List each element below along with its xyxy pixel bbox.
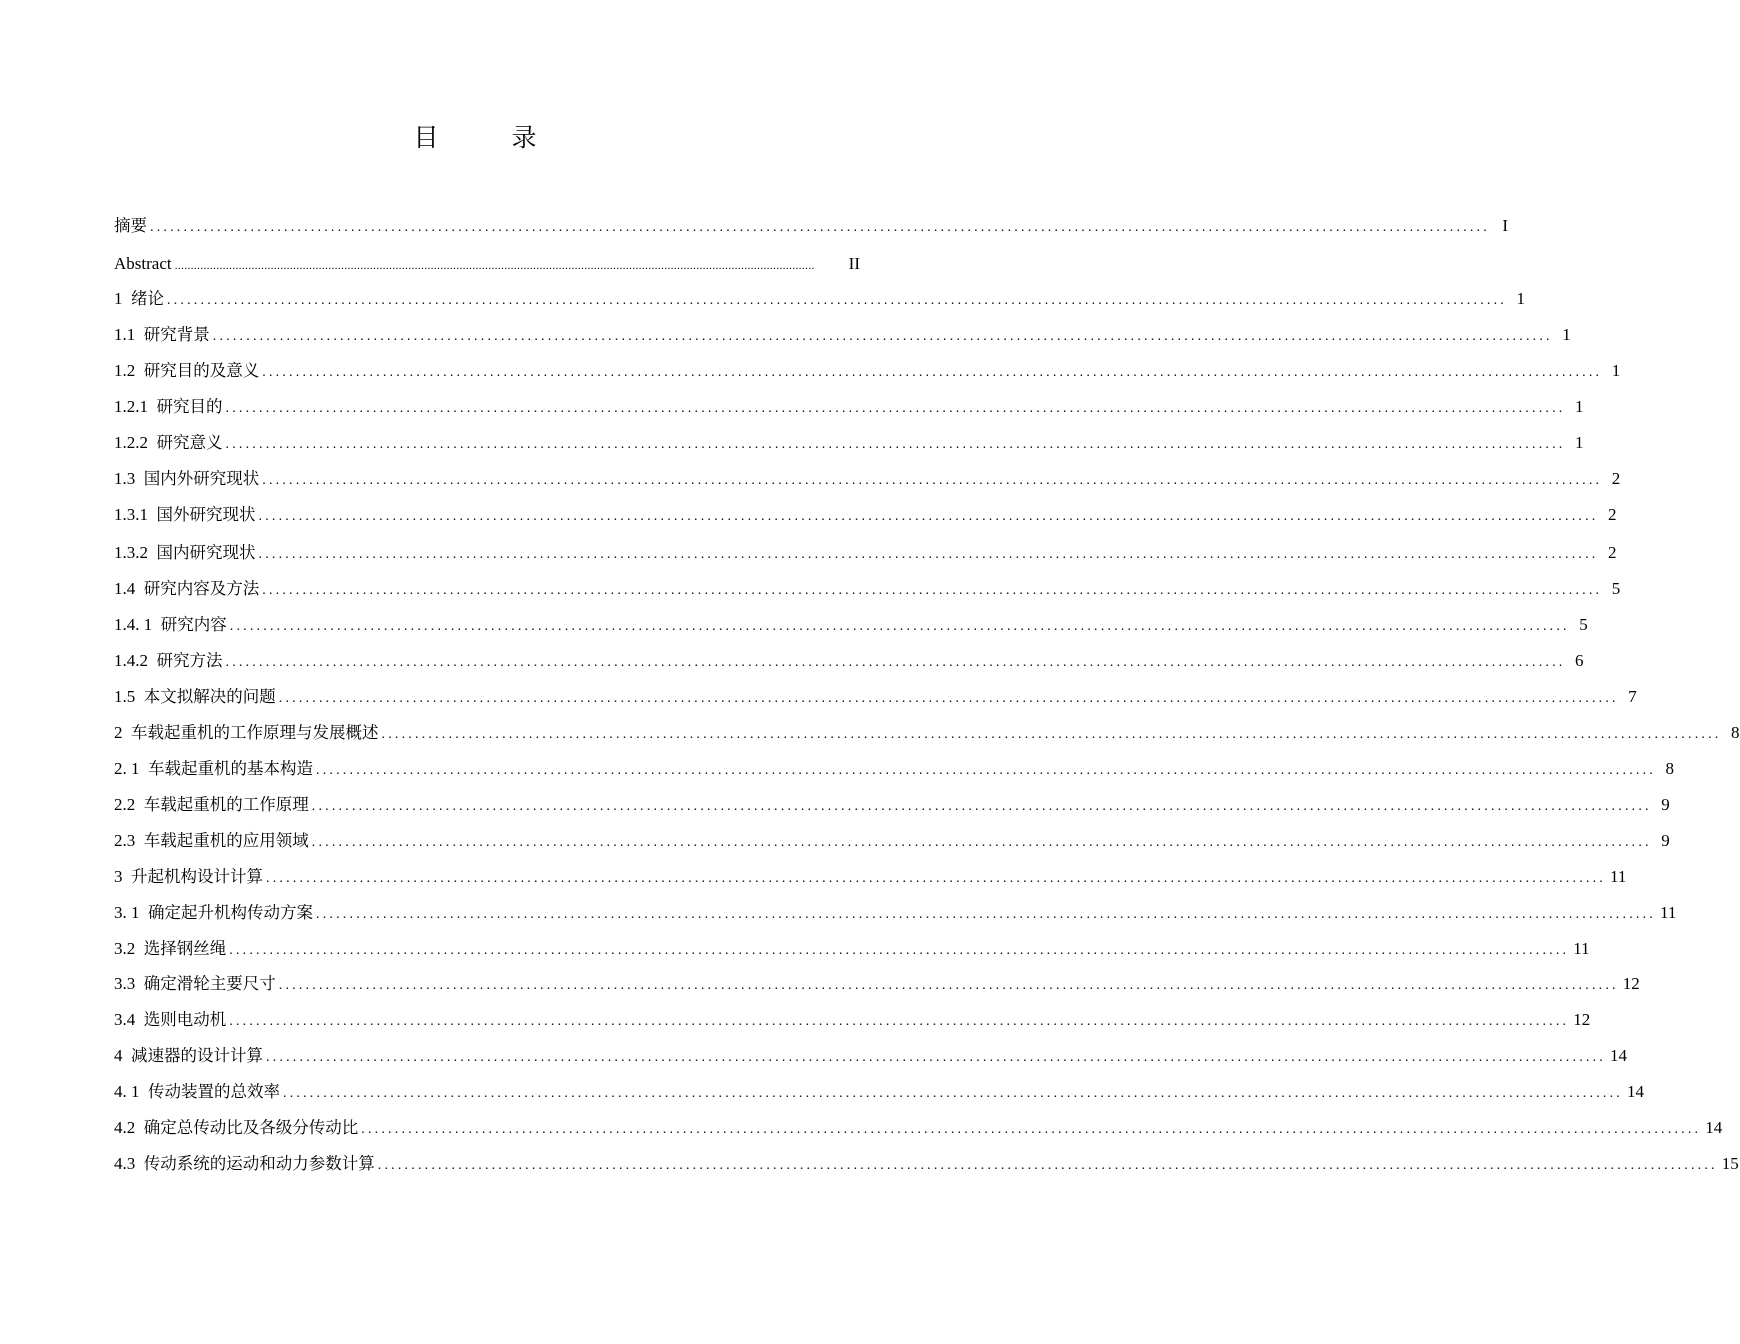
toc-entry-title: 传动装置的总效率 [148, 1082, 280, 1101]
toc-entry-number: 3. 1 [114, 903, 140, 922]
toc-entry-number: 1.2.2 [114, 433, 148, 452]
toc-entry-title: 研究内容及方法 [143, 579, 260, 598]
toc-page-number: 14 [1705, 1118, 1723, 1137]
toc-page-number: 1 [1516, 289, 1525, 308]
toc-entry-label [114, 321, 210, 349]
toc-leader-dots: ........................................................................................................................................................................................................ [212, 329, 1553, 344]
toc-entry[interactable] [114, 321, 1571, 349]
toc-entry-label [114, 429, 223, 457]
toc-entry[interactable] [114, 970, 1640, 998]
toc-entry[interactable] [114, 683, 1637, 711]
toc-entry-title: 升起机构设计计算 [131, 867, 263, 886]
toc-leader-dots: ........................................................................................................................................................................................................ [262, 583, 1603, 598]
toc-entry-label [114, 1150, 375, 1178]
toc-page-number: 1 [1611, 361, 1621, 380]
toc-entry-label [114, 465, 259, 493]
toc-entry[interactable] [114, 212, 1508, 240]
toc-entry-title: 车载起重机的工作原理与发展概述 [131, 723, 379, 742]
toc-leader-dots: ........................................................................................................................................................................................................ [316, 763, 1656, 778]
toc-leader-dots: ........................................................................................................................................................................................................ [266, 871, 1606, 886]
toc-entry-title: 确定滑轮主要尺寸 [143, 974, 276, 993]
toc-entry-number: 3.2 [114, 939, 136, 958]
toc-entry[interactable] [114, 1150, 1739, 1178]
toc-entry-title: 绪论 [131, 289, 164, 308]
toc-entry-number: 1.3 [114, 469, 136, 488]
toc-entry-title: 确定起升机构传动方案 [148, 903, 313, 922]
toc-entry-number: 2. 1 [114, 759, 140, 778]
toc-entry-title: 本文拟解决的问题 [143, 687, 276, 706]
toc-entry[interactable] [114, 393, 1584, 421]
toc-leader-dots: ........................................................................................................................................................................................................ [167, 293, 1507, 308]
toc-entry-label [114, 1006, 226, 1034]
toc-entry-label [114, 357, 259, 385]
toc-leader-dots: ........................................................................................................................................................................................................ [229, 619, 1570, 634]
toc-entry[interactable] [114, 501, 1617, 529]
toc-page-number: 11 [1573, 939, 1590, 958]
toc-entry-label [114, 755, 313, 783]
toc-page-number: 5 [1611, 579, 1621, 598]
toc-page-number: 11 [1610, 867, 1627, 886]
toc-entry-label [114, 501, 256, 529]
toc-entry-title: 研究目的及意义 [143, 361, 260, 380]
toc-entry-label [114, 285, 164, 313]
toc-leader-dots: ........................................................................................................................................................................................................ [278, 691, 1619, 706]
toc-leader-dots: ........................................................................................................................................................................................................ [225, 437, 1566, 452]
toc-leader-dots: ........................................................................................................................................................................................................ [266, 1050, 1606, 1065]
toc-entry-label [114, 791, 309, 819]
toc-entry[interactable] [114, 1078, 1644, 1106]
toc-entry-title: 摘要 [114, 216, 147, 235]
toc-page-number: 9 [1661, 795, 1670, 814]
toc-entry-label [114, 575, 259, 603]
toc-entry[interactable] [114, 719, 1740, 747]
toc-entry-number: 1.2 [114, 361, 136, 380]
toc-entry[interactable] [114, 863, 1627, 891]
toc-leader-dots: ........................................................................................................................................................................................................ [229, 1014, 1570, 1029]
toc-entry-number: Abstract [114, 254, 172, 273]
toc-entry-number: 2.2 [114, 795, 136, 814]
toc-page-number: 5 [1579, 615, 1588, 634]
toc-entry-title: 研究方法 [156, 651, 223, 670]
toc-entry-number: 1.5 [114, 687, 136, 706]
toc-leader-dots: ........................................................................................................................................................................................................ [377, 1158, 1718, 1173]
toc-entry-title: 国内研究现状 [156, 543, 256, 562]
toc-entry-number: 1.4.2 [114, 651, 148, 670]
toc-page-number: 14 [1610, 1046, 1627, 1065]
toc-entry[interactable] [114, 285, 1525, 313]
toc-entry-label [114, 899, 313, 927]
toc-entry-label [114, 935, 226, 963]
toc-entry-number: 4. 1 [114, 1082, 140, 1101]
toc-entry-number: 1.3.2 [114, 543, 148, 562]
toc-leader-dots: ........................................................................................................................................................................................................ [278, 978, 1619, 993]
toc-entry-label [114, 212, 147, 240]
toc-page-number: 6 [1575, 651, 1584, 670]
toc-entry-number: 1.4. 1 [114, 615, 153, 634]
toc-entry-number: 4 [114, 1046, 123, 1065]
toc-entry[interactable] [114, 827, 1670, 855]
toc-entry-label [114, 1114, 358, 1142]
toc-entry[interactable] [114, 1114, 1723, 1142]
toc-entry[interactable] [114, 1042, 1627, 1070]
toc-leader-dots: ........................................................................................................................................................................................................ [262, 473, 1603, 488]
toc-page-number: 2 [1608, 505, 1617, 524]
toc-page-number: 11 [1660, 903, 1677, 922]
toc-page-number: 1 [1575, 433, 1584, 452]
toc-entry-title: 研究意义 [156, 433, 223, 452]
toc-entry[interactable] [114, 575, 1621, 603]
toc-entry-label [114, 647, 223, 675]
toc-entry-number: 2 [114, 723, 123, 742]
toc-entry-number: 4.2 [114, 1118, 136, 1137]
toc-leader-dots: ........................................................................................................................................................................................................ [283, 1086, 1623, 1101]
toc-entry[interactable] [114, 935, 1590, 963]
toc-entry[interactable] [114, 250, 860, 278]
toc-leader-dots: ........................................................................................................................................................................................................ [311, 835, 1652, 850]
toc-page-number: 15 [1721, 1154, 1739, 1173]
toc-page-number: 2 [1608, 543, 1617, 562]
toc-leader-dots: ........................................................................................................................................................................................................ [381, 727, 1722, 742]
toc-entry[interactable] [114, 899, 1677, 927]
toc-entry-label [114, 393, 223, 421]
toc-leader-dots: ........................................................................................................................................................................................................ [316, 907, 1656, 922]
toc-leader-dots: ........................................................................................................................................................................................................ [150, 220, 1490, 235]
toc-page-number: 2 [1611, 469, 1621, 488]
toc-entry-title: 减速器的设计计算 [131, 1046, 263, 1065]
toc-entry-label [114, 719, 379, 747]
toc-leader-dots: ........................................................................................................................................................................................................ [361, 1122, 1702, 1137]
toc-page-number: 12 [1573, 1010, 1591, 1029]
toc-leader-dots: ........................................................................................................................................................................................................ [225, 655, 1566, 670]
toc-entry-number: 1.3.1 [114, 505, 148, 524]
toc-entry-label [114, 827, 309, 855]
toc-entry[interactable] [114, 791, 1670, 819]
toc-page-number: 1 [1562, 325, 1571, 344]
toc-page-number: 8 [1731, 723, 1740, 742]
toc-entry-label [114, 1078, 280, 1106]
toc-entry-number: 2.3 [114, 831, 136, 850]
toc-entry-title: 选则电动机 [143, 1010, 227, 1029]
toc-entry-label [114, 683, 276, 711]
toc-entry-title: 选择钢丝绳 [143, 939, 227, 958]
toc-page-number: 9 [1661, 831, 1670, 850]
toc-entry-title: 传动系统的运动和动力参数计算 [143, 1154, 375, 1173]
toc-leader-dots: ........................................................................................................................................................................................................ [311, 799, 1652, 814]
toc-page-number: 14 [1627, 1082, 1644, 1101]
toc-leader-dots: ........................................................................................................................................................................................................ [262, 365, 1603, 380]
toc-entry-title: 车载起重机的基本构造 [148, 759, 313, 778]
toc-page-number: 12 [1622, 974, 1640, 993]
toc-entry-number: 1.1 [114, 325, 136, 344]
toc-entry-title: 研究内容 [160, 615, 227, 634]
toc-leader-dots: ........................................................................................................................................................................................................ [229, 943, 1570, 958]
toc-page-number: II [848, 254, 860, 273]
toc-leader-dots: ........................................................................................................................................................................................................ [225, 401, 1566, 416]
toc-entry[interactable] [114, 429, 1584, 457]
toc-page-number: 1 [1575, 397, 1584, 416]
toc-entry-label [114, 250, 172, 278]
toc-entry-number: 1.4 [114, 579, 136, 598]
toc-entry[interactable] [114, 357, 1621, 385]
toc-entry-title: 国内外研究现状 [143, 469, 260, 488]
toc-entry-label [114, 970, 276, 998]
toc-entry-title: 研究目的 [156, 397, 223, 416]
toc-entry-label [114, 611, 227, 639]
toc-entry-label [114, 539, 256, 567]
toc-entry-number: 1.2.1 [114, 397, 148, 416]
toc-entry-title: 国外研究现状 [156, 505, 256, 524]
toc-entry-number: 3.3 [114, 974, 136, 993]
toc-entry-label [114, 863, 263, 891]
toc-entry-label [114, 1042, 263, 1070]
toc-page-number: 8 [1665, 759, 1674, 778]
toc-entry[interactable] [114, 611, 1588, 639]
toc-entry-number: 4.3 [114, 1154, 136, 1173]
page-title: 目 录 [413, 123, 561, 152]
toc-entry-title: 车载起重机的工作原理 [143, 795, 309, 814]
toc-entry[interactable] [114, 539, 1617, 567]
toc-leader-dots: ........................................................................................................................................................................................................ [258, 547, 1599, 562]
toc-entry-title: 确定总传动比及各级分传动比 [143, 1118, 359, 1137]
toc-entry-number: 3.4 [114, 1010, 136, 1029]
toc-page-number: 7 [1628, 687, 1637, 706]
toc-entry[interactable] [114, 465, 1621, 493]
toc-entry-number: 1 [114, 289, 123, 308]
toc-entry-number: 3 [114, 867, 123, 886]
toc-page-number: I [1502, 216, 1508, 235]
toc-entry[interactable] [114, 647, 1584, 675]
toc-leader-dots: ........................................................................................................................................................................................................ [258, 509, 1599, 524]
toc-entry-title: 车载起重机的应用领域 [143, 831, 309, 850]
toc-entry[interactable] [114, 1006, 1591, 1034]
toc-leader-dots: ........................................................................................................................................................................................................ [174, 258, 815, 272]
toc-entry-title: 研究背景 [143, 325, 210, 344]
toc-entry[interactable] [114, 755, 1674, 783]
